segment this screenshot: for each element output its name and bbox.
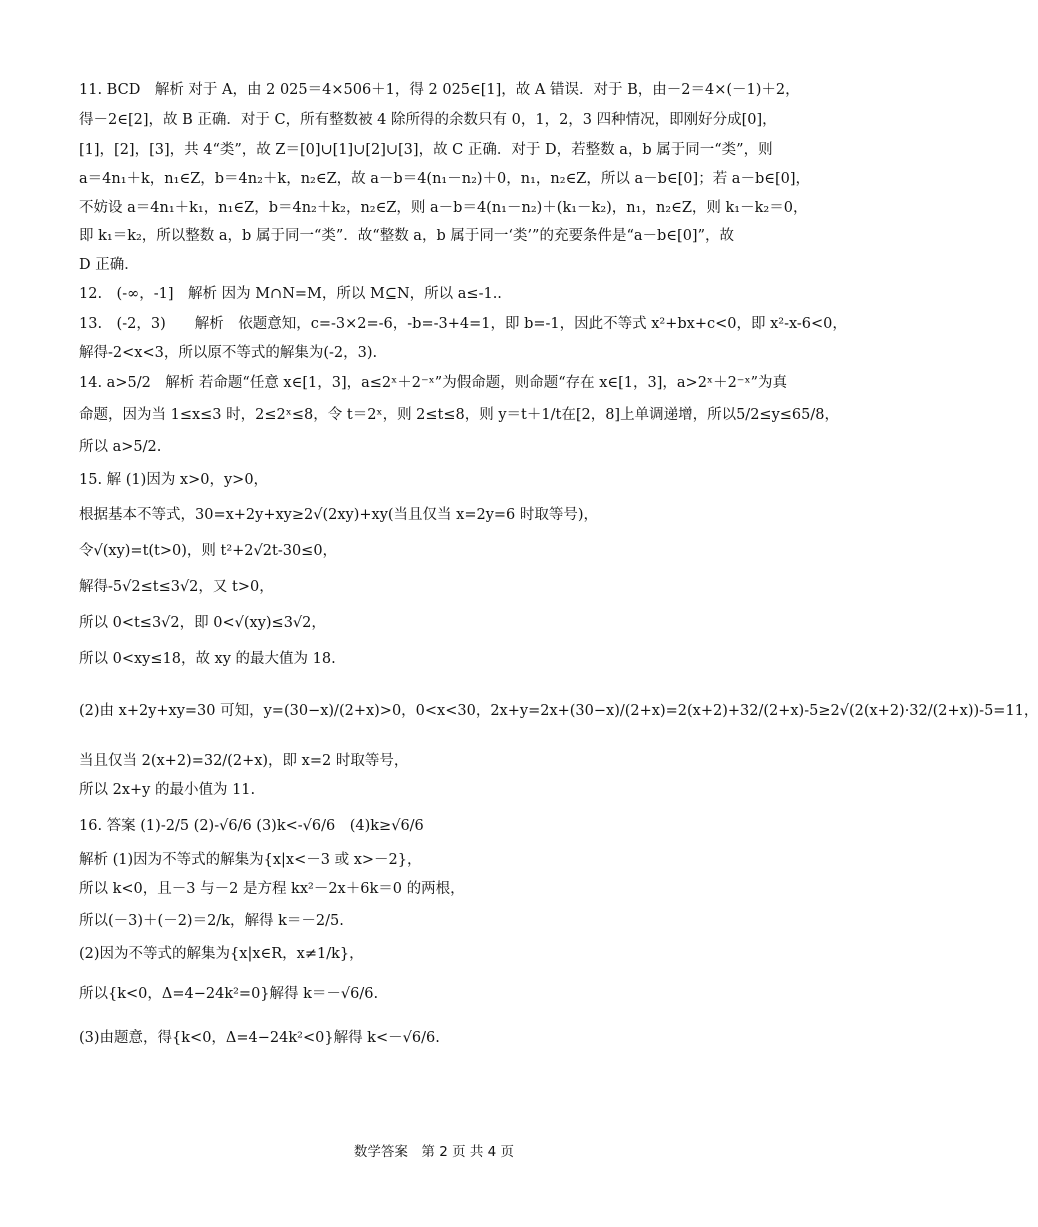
- text-line: 所以 k<0，且－3 与－2 是方程 kx²－2x＋6k＝0 的两根，: [79, 881, 465, 897]
- text-line: [1]，[2]，[3]，共 4“类”，故 Z＝[0]∪[1]∪[2]∪[3]，故 C 正确．对于 D，若整数 a，b 属于同一“类”，则: [79, 142, 773, 158]
- text-line: 解得-2<x<3，所以原不等式的解集为(-2，3).: [79, 345, 378, 361]
- text-line: 解得-5√2≤t≤3√2，又 t>0，: [79, 579, 274, 595]
- text-line: 15. 解 (1)因为 x>0，y>0，: [79, 472, 269, 488]
- text-line: 即 k₁＝k₂，所以整数 a，b 属于同一“类”．故“整数 a，b 属于同一‘类’”的充要条件是“a－b∈[0]”，故: [79, 228, 734, 244]
- text-line: 16. 答案 (1)-2/5 (2)-√6/6 (3)k<-√6/6 (4)k≥√6/6: [79, 818, 424, 834]
- text-line: 所以 a>5/2.: [79, 439, 162, 455]
- text-line: a＝4n₁＋k，n₁∈Z，b＝4n₂＋k，n₂∈Z，故 a－b＝4(n₁－n₂)＋0，n₁，n₂∈Z，所以 a－b∈[0]；若 a－b∈[0]，: [79, 171, 811, 187]
- text-line: 当且仅当 2(x+2)=32/(2+x)，即 x=2 时取等号，: [79, 753, 409, 769]
- text-line: 12. (-∞，-1] 解析 因为 M∩N=M，所以 M⊆N，所以 a≤-1..: [79, 286, 502, 302]
- text-line: 所以 2x+y 的最小值为 11.: [79, 782, 256, 798]
- text-line: 不妨设 a＝4n₁＋k₁，n₁∈Z，b＝4n₂＋k₂，n₂∈Z，则 a－b＝4(n₁－n₂)＋(k₁－k₂)，n₁，n₂∈Z，则 k₁－k₂＝0，: [79, 200, 808, 216]
- text-line: 14. a>5/2 解析 若命题“任意 x∈[1，3]，a≤2ˣ＋2⁻ˣ”为假命题，则命题“存在 x∈[1，3]，a>2ˣ＋2⁻ˣ”为真: [79, 375, 788, 391]
- text-line: (3)由题意，得{k<0，Δ=4−24k²<0}解得 k<－√6/6.: [79, 1030, 440, 1046]
- text-line: 13. (-2，3) 解析 依题意知，c=-3×2=-6，-b=-3+4=1，即 b=-1，因此不等式 x²+bx+c<0，即 x²-x-6<0，: [79, 316, 847, 332]
- text-line: 所以{k<0，Δ=4−24k²=0}解得 k＝－√6/6.: [79, 986, 379, 1002]
- page-footer: 数学答案 第 2 页 共 4 页: [353, 1144, 515, 1160]
- text-line: (2)因为不等式的解集为{x|x∈R，x≠1/k}，: [79, 946, 364, 962]
- text-line: 根据基本不等式，30=x+2y+xy≥2√(2xy)+xy(当且仅当 x=2y=6 时取等号)，: [79, 507, 599, 523]
- text-line: 所以(－3)＋(－2)＝2/k，解得 k＝－2/5.: [79, 913, 344, 929]
- text-line: 所以 0<xy≤18，故 xy 的最大值为 18.: [79, 651, 336, 667]
- text-line: 11. BCD 解析 对于 A，由 2 025＝4×506＋1，得 2 025∈[1]，故 A 错误．对于 B，由－2＝4×(－1)＋2，: [79, 82, 800, 98]
- text-line: 命题，因为当 1≤x≤3 时，2≤2ˣ≤8，令 t＝2ˣ，则 2≤t≤8，则 y＝t＋1/t在[2，8]上单调递增，所以5/2≤y≤65/8，: [79, 407, 839, 423]
- text-line: 解析 (1)因为不等式的解集为{x|x<－3 或 x>－2}，: [79, 852, 422, 868]
- text-line: D 正确．: [79, 257, 139, 273]
- text-line: (2)由 x+2y+xy=30 可知，y=(30−x)/(2+x)>0，0<x<30，2x+y=2x+(30−x)/(2+x)=2(x+2)+32/(2+x)-5≥2√(2(x+2)·32/(2+x))-5=11，: [79, 703, 1038, 719]
- text-line: 令√(xy)=t(t>0)，则 t²+2√2t-30≤0，: [79, 543, 338, 559]
- text-line: 所以 0<t≤3√2，即 0<√(xy)≤3√2，: [79, 615, 326, 631]
- text-line: 得－2∈[2]，故 B 正确．对于 C，所有整数被 4 除所得的余数只有 0，1，2，3 四种情况，即刚好分成[0]，: [79, 112, 777, 128]
